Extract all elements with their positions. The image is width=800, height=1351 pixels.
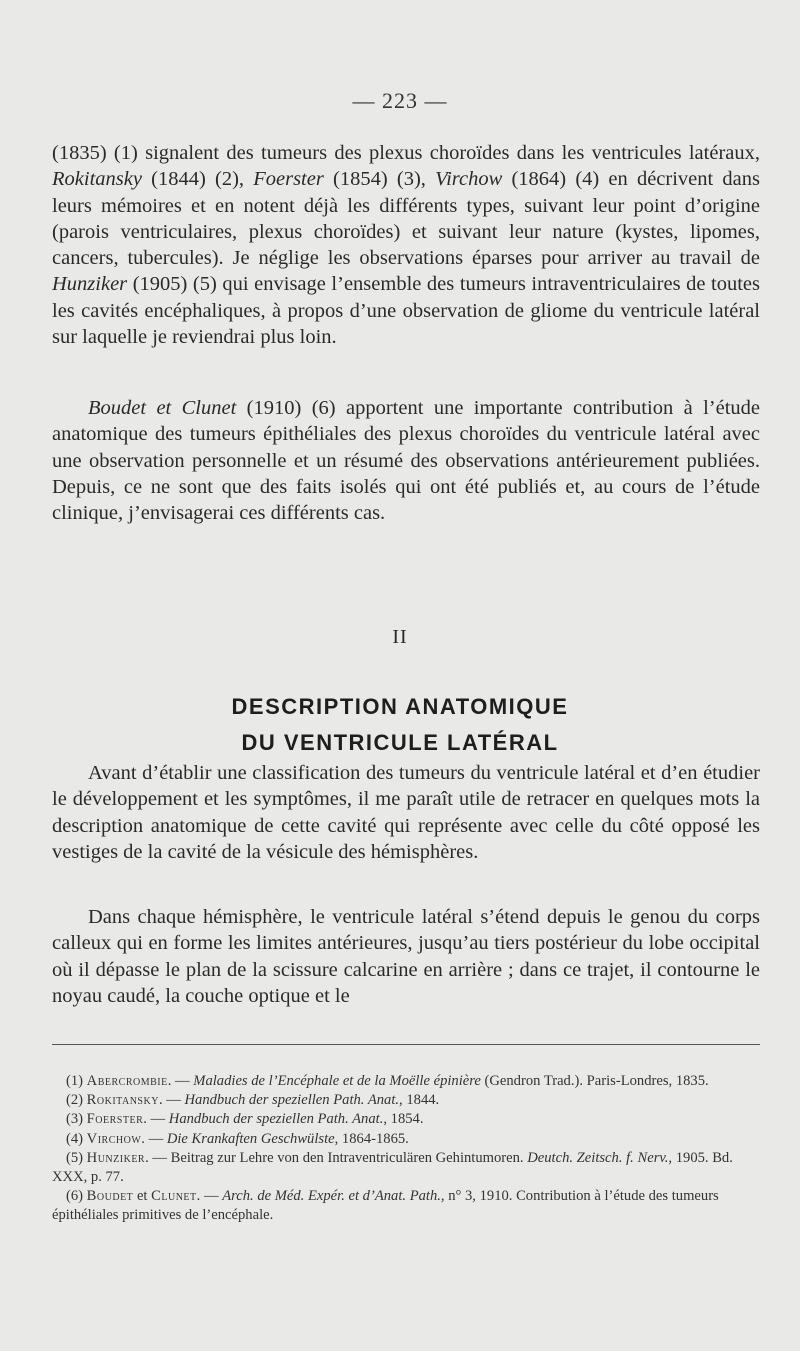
text-run: (1835) (1) signalent des tumeurs des plexus choroïdes dans les ventricules latéraux, — [52, 142, 760, 164]
text-run: (1854) (3), — [323, 168, 436, 191]
text-run: . — — [196, 1188, 223, 1205]
footnote-author: Virchow — [86, 1130, 142, 1147]
footnote — [52, 1130, 764, 1149]
footnote-author: Abercrombie — [86, 1073, 168, 1089]
footnote-number: (6) — [66, 1188, 87, 1205]
author-name: Boudet et Clunet — [88, 397, 237, 419]
footnote-work: Die Krankaften Geschwülste — [166, 1130, 335, 1147]
footnote-author: Clunet — [151, 1188, 197, 1205]
text-run: , 1864-1865. — [334, 1130, 409, 1147]
paragraph-ventricle — [52, 904, 760, 1009]
footnote-author: Hunziker — [86, 1149, 146, 1166]
text-run: . — — [167, 1073, 194, 1089]
paragraph-history — [52, 140, 760, 350]
footnote — [52, 1091, 764, 1110]
text-run: (Gendron Trad.). Paris-Londres, 1835. — [480, 1073, 709, 1089]
author-name: Hunziker — [52, 273, 128, 296]
text-run: . — — [158, 1092, 185, 1109]
footnote-author: Boudet — [86, 1188, 134, 1205]
footnote-number: (4) — [66, 1130, 87, 1147]
text-run: , 1854. — [383, 1111, 424, 1128]
footnote-author: Foerster — [86, 1111, 144, 1128]
footnote-number: (5) — [66, 1149, 87, 1166]
footnote-number: (3) — [66, 1111, 87, 1128]
text-run: (1905) (5) qui envisage l’ensemble des tumeurs intraventriculaires de toutes les cavités encéphaliques, à propos d’une observation de gliome du ventricule latéral sur laquelle je reviendrai plus loin. — [52, 273, 760, 349]
footnote-number: (2) — [66, 1092, 87, 1109]
text-run: Avant d’établir une classification des tumeurs du ventricule latéral et d’en étudier le développement et les symptômes, il me paraît utile de retracer en quelques mots la description anatomique de cette cavité qui représente avec celle du côté opposé les vestiges de la cavité de la vésicule des hémisphères. — [52, 762, 760, 863]
section-title-line-1: DESCRIPTION ANATOMIQUE — [231, 694, 569, 719]
section-number: II — [392, 626, 408, 648]
text-run: . — — [143, 1111, 169, 1128]
footnote — [52, 1110, 764, 1129]
footnote-work: Deutch. Zeitsch. f. Nerv. — [527, 1149, 669, 1166]
text-run: (1910) (6) apportent une importante contribution à l’étude anatomique des tumeurs épithéliales des plexus choroïdes du ventricule latéral avec une observation personnelle et un résumé des observations antérieurement publiées. Depuis, ce ne sont que des faits isolés qui ont été publiés et, au cours de l’étude clinique, j’envisagerai ces différents cas. — [52, 397, 760, 525]
page-number: — 223 — — [352, 88, 448, 113]
text-run: Beitrag zur Lehre von den Intraventriculären Gehintumoren. — [170, 1149, 528, 1166]
footnote — [52, 1072, 764, 1091]
footnote — [52, 1149, 764, 1187]
text-run: et — [133, 1188, 152, 1205]
author-name: Foerster — [253, 168, 324, 191]
section-title-line-2: DU VENTRICULE LATÉRAL — [241, 730, 559, 755]
text-run: (1864) (4) en décrivent dans leurs mémoires et en notent déjà les différents types, suivant leur point d’origine (parois ventriculaires, plexus choroïdes) et suivant leur nature (kystes, lipomes, cancers, tubercules). Je néglige les observations éparses pour arriver au travail de — [52, 168, 760, 270]
footnote-author: Rokitansky — [86, 1092, 159, 1109]
text-run: . — — [145, 1149, 171, 1166]
author-name: Virchow — [435, 168, 503, 191]
footnote-work: Maladies de l’Encéphale et de la Moëlle épinière — [193, 1073, 481, 1089]
footnote-work: Handbuch der speziellen Path. Anat. — [184, 1092, 400, 1109]
text-run: . — — [141, 1130, 167, 1147]
footnote-work: Arch. de Méd. Expér. et d’Anat. Path. — [222, 1188, 441, 1205]
paragraph-boudet-clunet — [52, 395, 760, 526]
paragraph-introduction — [52, 760, 760, 865]
footnotes — [52, 1072, 764, 1226]
author-name: Rokitansky — [52, 168, 142, 191]
text-run: (1844) (2), — [141, 168, 254, 191]
text-run: , 1905. Bd. XXX, p. 77. — [52, 1149, 733, 1186]
text-run: , 1844. — [399, 1092, 440, 1109]
text-run: Dans chaque hémisphère, le ventricule latéral s’étend depuis le genou du corps calleux qui en forme les limites antérieures, jusqu’au tiers postérieur du lobe occipital où il dépasse le plan de la scissure calcarine en arrière ; dans ce trajet, il contourne le noyau caudé, la couche optique et le — [52, 906, 760, 1007]
text-run: , n° 3, 1910. Contribution à l’étude des tumeurs épithéliales primitives de l’encéphale. — [52, 1188, 719, 1224]
footnote-divider — [52, 1044, 760, 1045]
footnote-work: Handbuch der speziellen Path. Anat. — [168, 1111, 384, 1128]
footnote — [52, 1187, 764, 1225]
footnote-number: (1) — [66, 1073, 87, 1089]
